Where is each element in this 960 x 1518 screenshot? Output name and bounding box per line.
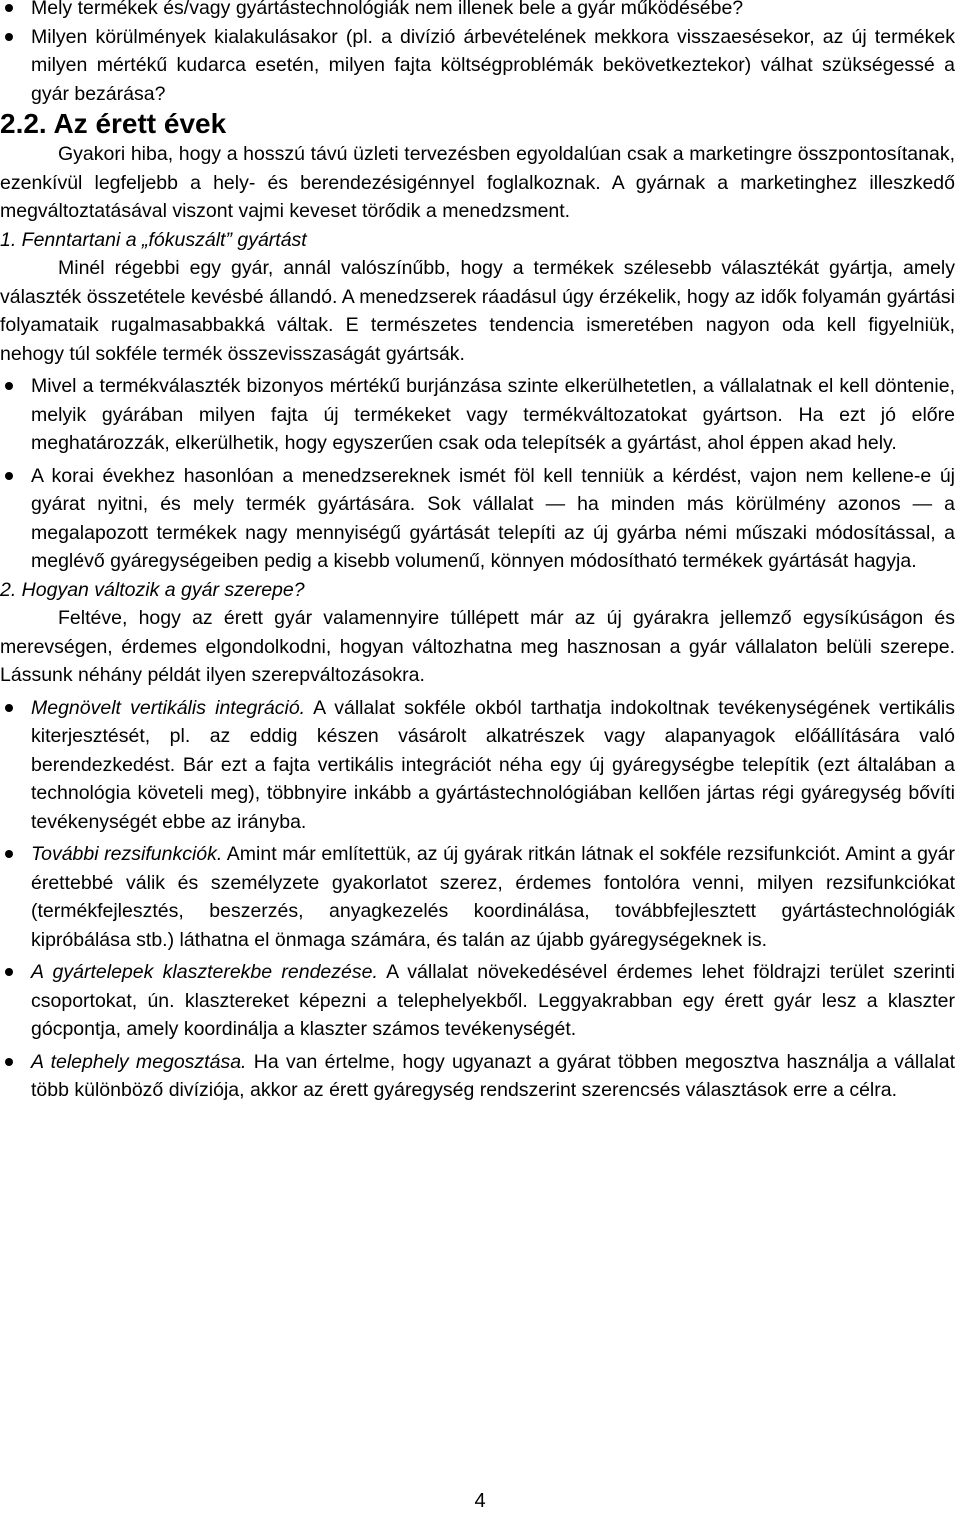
- intro-bullet-list: [0, 0, 955, 108]
- list-item: [0, 0, 955, 23]
- bullet-icon: [5, 704, 13, 712]
- list-item: [0, 694, 955, 837]
- subsection-title-1: 1. Fenntartani a „fókuszált” gyártást: [0, 228, 307, 251]
- subsection-bullet-list-2: [0, 694, 955, 1105]
- bullet-icon: [5, 382, 13, 390]
- list-item-term: További rezsifunkciók.: [31, 843, 223, 865]
- bullet-icon: [5, 4, 13, 12]
- list-item-text: Mely termékek és/vagy gyártástechnológiák nem illenek bele a gyár működésébe?: [31, 0, 744, 19]
- list-item: [0, 1048, 955, 1105]
- list-item-text: Ha van értelme, hogy ugyanazt a gyárat többen megosztva használja a vállalat több különböző divíziója, akkor az érett gyáregység rendszerint szerencsés választások erre a célra.: [31, 1050, 956, 1101]
- list-item-text: Amint már említettük, az új gyárak ritkán látnak el sokféle rezsifunkciót. Amint a gyár érettebbé válik és személyzete gyakorlatot szerez, érdemes fontolóra venni, milyen rezsifunkciókat (termékfejlesztés, beszerzés, anyagkezelés koordinálása, továbbfejlesztett gyártástechnológiák kipróbálása stb.) láthatna el önmaga számára, és talán az újabb gyáregységeknek is.: [31, 843, 955, 951]
- list-item: [0, 23, 955, 109]
- subsection-paragraph-2: Feltéve, hogy az érett gyár valamennyire túllépett már az új gyárakra jellemző egysíkúságon és merevségen, érdemes elgondolkodni, hogyan változhatna meg hasznosan a gyár vállalaton belüli szerepe. Lássunk néhány példát ilyen szerepváltozásokra.: [0, 607, 955, 686]
- bullet-icon: [5, 1058, 13, 1066]
- list-item: [0, 462, 955, 576]
- section-intro-paragraph: Gyakori hiba, hogy a hosszú távú üzleti tervezésben egyoldalúan csak a marketingre összpontosítanak, ezenkívül legfeljebb a hely- és berendezésigénnyel foglalkoznak. A gyárnak a marketinghez illeszkedő megváltoztatásával viszont vajmi keveset törődik a menedzsment.: [0, 143, 955, 222]
- list-item-text: Milyen körülmények kialakulásakor (pl. a divízió árbevételének mekkora visszaesésekor, az új termékek milyen mértékű kudarca esetén, milyen fajta költségproblémák bekövetkeztekor) válhat szükségessé a gyár bezárása?: [31, 25, 955, 105]
- list-item-text: A vállalat sokféle okból tarthatja indokoltnak tevékenységének vertikális kiterjesztését, pl. az eddig készen vásárolt alkatrészek vagy alapanyagok előállítására való berendezkedést. Bár ezt a fajta vertikális integrációt néha egy új gyáregységbe telepítik (ezt általában a technológia követeli meg), többnyire inkább a gyártástechnológiában kellően jártas régi gyáregység bővíti tevékenységét ebbe az irányba.: [31, 696, 955, 833]
- list-item-text: Mivel a termékválaszték bizonyos mértékű burjánzása szinte elkerülhetetlen, a vállalatnak el kell döntenie, melyik gyárában milyen fajta új termékeket vagy termékváltozatokat gyártson. Ha ezt jó előre meghatározzák, elkerülhetik, hogy egyszerűen csak oda telepítsék a gyártást, ahol éppen akad hely.: [31, 375, 955, 454]
- subsection-paragraph-1: Minél régebbi egy gyár, annál valószínűbb, hogy a termékek szélesebb választékát gyártja, amely választék összetétele kevésbé állandó. A menedzserek ráadásul úgy érzékelik, hogy az idők folyamán gyártási folyamataik rugalmasabbakká váltak. E természetes tendencia ismeretében nagyon oda kell figyelniük, nehogy túl sokféle termék összevisszaságát gyártsák.: [0, 257, 955, 365]
- list-item-term: A gyártelepek klaszterekbe rendezése.: [31, 961, 378, 983]
- list-item-text: A vállalat növekedésével érdemes lehet földrajzi terület szerinti csoportokat, ún. klasztereket képezni a telephelyekből. Leggyakrabban egy érett gyár lesz a klaszter gócpontja, amely koordinálja a klaszter számos tevékenységét.: [31, 961, 955, 1040]
- subsection-bullet-list-1: [0, 372, 955, 576]
- bullet-icon: [5, 850, 13, 858]
- list-item: [0, 840, 955, 954]
- list-item-term: Megnövelt vertikális integráció.: [31, 696, 306, 719]
- page-number: 4: [474, 1490, 486, 1512]
- bullet-icon: [5, 968, 13, 976]
- list-item-term: A telephely megosztása.: [31, 1050, 247, 1073]
- section-heading: 2.2. Az érett évek: [0, 108, 227, 139]
- bullet-icon: [5, 472, 13, 480]
- bullet-icon: [5, 33, 13, 41]
- list-item: [0, 372, 955, 458]
- list-item-text: A korai évekhez hasonlóan a menedzsereknek ismét föl kell tenniük a kérdést, vajon nem kellene-e új gyárat nyitni, és mely termék gyártására. Sok vállalat — ha minden más körülmény azonos — a megalapozott termékek nagy mennyiségű gyártását telepíti az új gyárba némi műszaki módosítással, a meglévő gyáregységeiben pedig a kisebb volumenű, könnyen módosítható termékek gyártását hagyja.: [31, 464, 955, 572]
- subsection-title-2: 2. Hogyan változik a gyár szerepe?: [0, 578, 305, 601]
- list-item: [0, 958, 955, 1044]
